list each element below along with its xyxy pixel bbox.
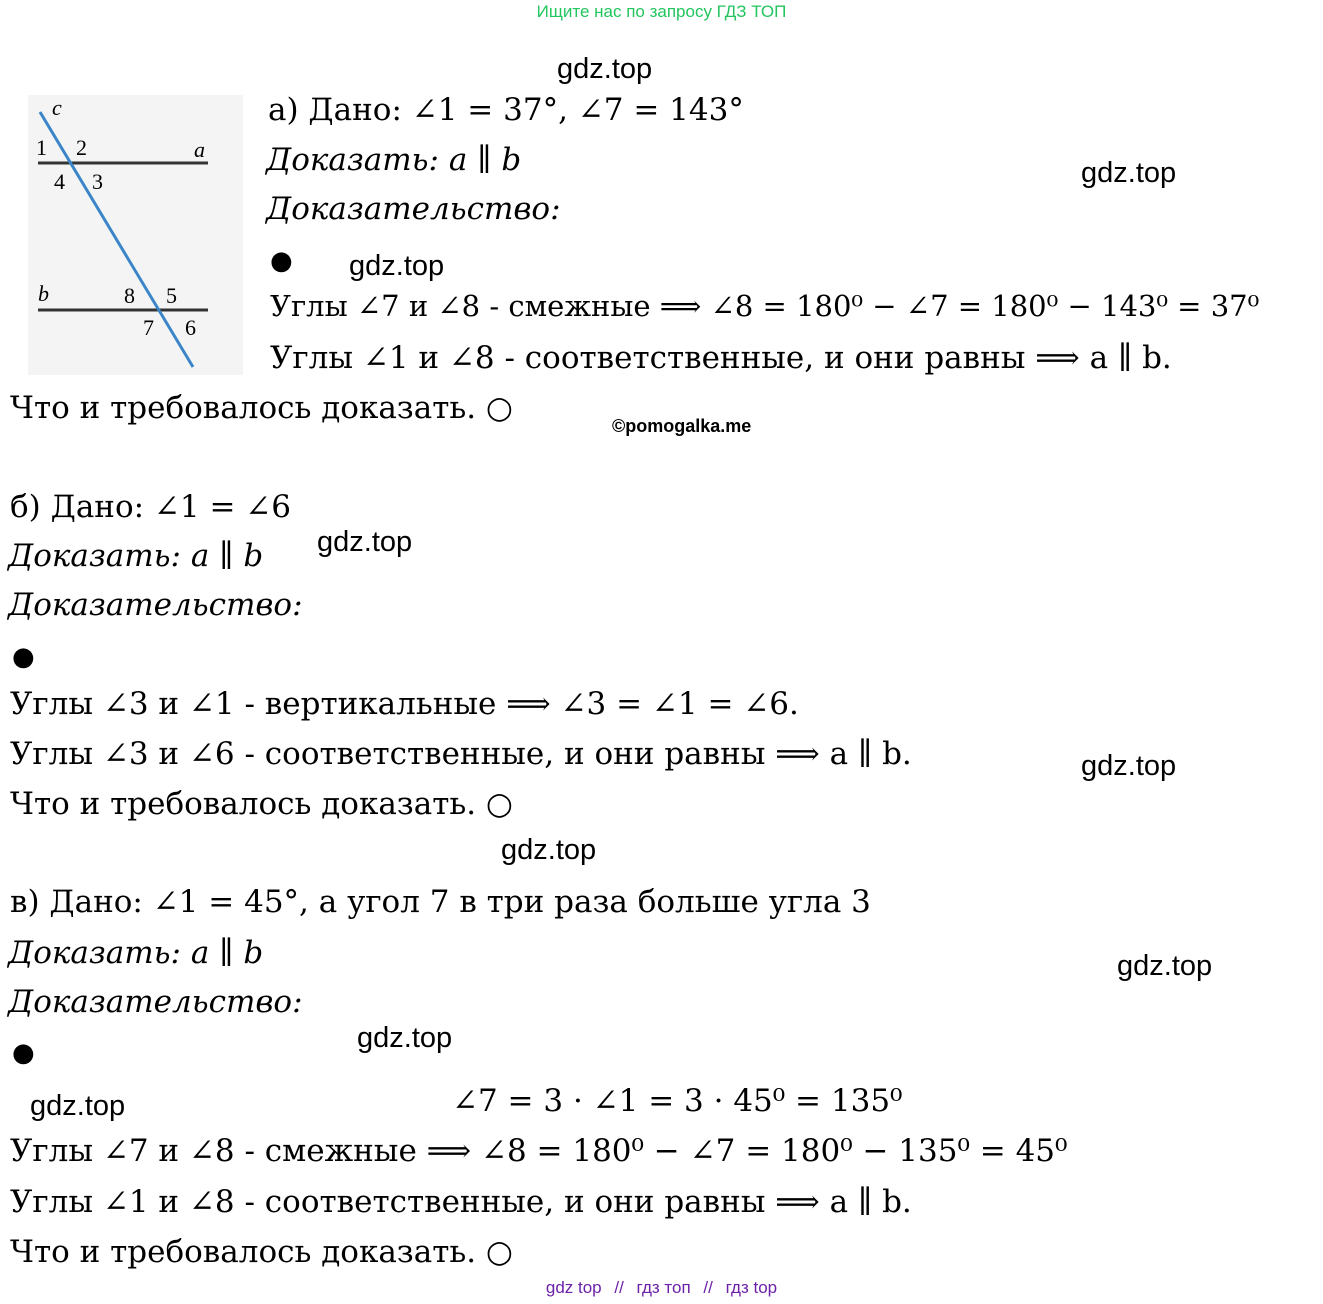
part-a-bullet: ● (270, 246, 293, 276)
label-5: 5 (166, 283, 177, 308)
watermark: gdz.top (1117, 950, 1213, 982)
watermark: gdz.top (1081, 750, 1177, 782)
part-a-prove: Доказать: a ∥ b (266, 142, 522, 178)
footer-separator: // (703, 1278, 713, 1297)
part-a-line2: Углы ∠1 и ∠8 - соответственные, и они равны ⟹ a ∥ b. (270, 340, 1172, 376)
part-c-given: в) Дано: ∠1 = 45°, а угол 7 в три раза больше угла 3 (10, 884, 871, 920)
watermark: gdz.top (1081, 157, 1177, 189)
part-a-proof-label: Доказательство: (266, 191, 561, 227)
watermark: gdz.top (501, 834, 597, 866)
part-b-proof-label: Доказательство: (8, 587, 303, 623)
part-a-given: а) Дано: ∠1 = 37°, ∠7 = 143° (268, 92, 744, 128)
search-banner: Ищите нас по запросу ГДЗ ТОП (536, 2, 787, 21)
label-2: 2 (76, 135, 87, 160)
part-c-proof-label: Доказательство: (8, 984, 303, 1020)
part-b-line2: Углы ∠3 и ∠6 - соответственные, и они равны ⟹ a ∥ b. (10, 736, 912, 772)
part-c-line2: Углы ∠1 и ∠8 - соответственные, и они равны ⟹ a ∥ b. (10, 1184, 912, 1220)
copyright-note: ©pomogalka.me (612, 416, 752, 436)
part-c-prove: Доказать: a ∥ b (8, 935, 264, 971)
part-a-qed: Что и требовалось доказать. ○ (10, 390, 513, 426)
label-a: a (194, 137, 205, 162)
label-b: b (38, 281, 49, 306)
watermark: gdz.top (557, 53, 653, 85)
footer-link-gdz-top[interactable]: gdz top (545, 1278, 602, 1297)
footer-links (0, 1278, 1323, 1298)
footer-link-gdz-top-ru[interactable]: гдз топ (636, 1278, 691, 1297)
part-a-line1: Углы ∠7 и ∠8 - смежные ⟹ ∠8 = 180⁰ − ∠7 = 180⁰ − 143⁰ = 37⁰ (270, 289, 1260, 323)
parallel-lines-figure (28, 95, 243, 375)
part-c-qed: Что и требовалось доказать. ○ (10, 1234, 513, 1270)
part-c-calc: ∠7 = 3 · ∠1 = 3 · 45⁰ = 135⁰ (452, 1083, 903, 1119)
footer-separator: // (614, 1278, 624, 1297)
footer-link-gdz-top-mixed[interactable]: гдз top (725, 1278, 778, 1297)
part-c-bullet: ● (12, 1038, 35, 1068)
label-4: 4 (54, 169, 65, 194)
watermark: gdz.top (349, 250, 445, 282)
label-7: 7 (143, 315, 154, 340)
label-3: 3 (92, 169, 103, 194)
part-b-line1: Углы ∠3 и ∠1 - вертикальные ⟹ ∠3 = ∠1 = ∠6. (10, 686, 799, 722)
watermark: gdz.top (317, 526, 413, 558)
part-b-given: б) Дано: ∠1 = ∠6 (10, 489, 291, 525)
label-8: 8 (124, 283, 135, 308)
part-b-qed: Что и требовалось доказать. ○ (10, 786, 513, 822)
part-b-prove: Доказать: a ∥ b (8, 538, 264, 574)
part-b-bullet: ● (12, 642, 35, 672)
label-6: 6 (185, 315, 196, 340)
watermark: gdz.top (357, 1022, 453, 1054)
part-c-line1: Углы ∠7 и ∠8 - смежные ⟹ ∠8 = 180⁰ − ∠7 = 180⁰ − 135⁰ = 45⁰ (10, 1133, 1068, 1169)
label-1: 1 (36, 135, 47, 160)
watermark: gdz.top (30, 1090, 126, 1122)
label-c: c (52, 95, 62, 120)
